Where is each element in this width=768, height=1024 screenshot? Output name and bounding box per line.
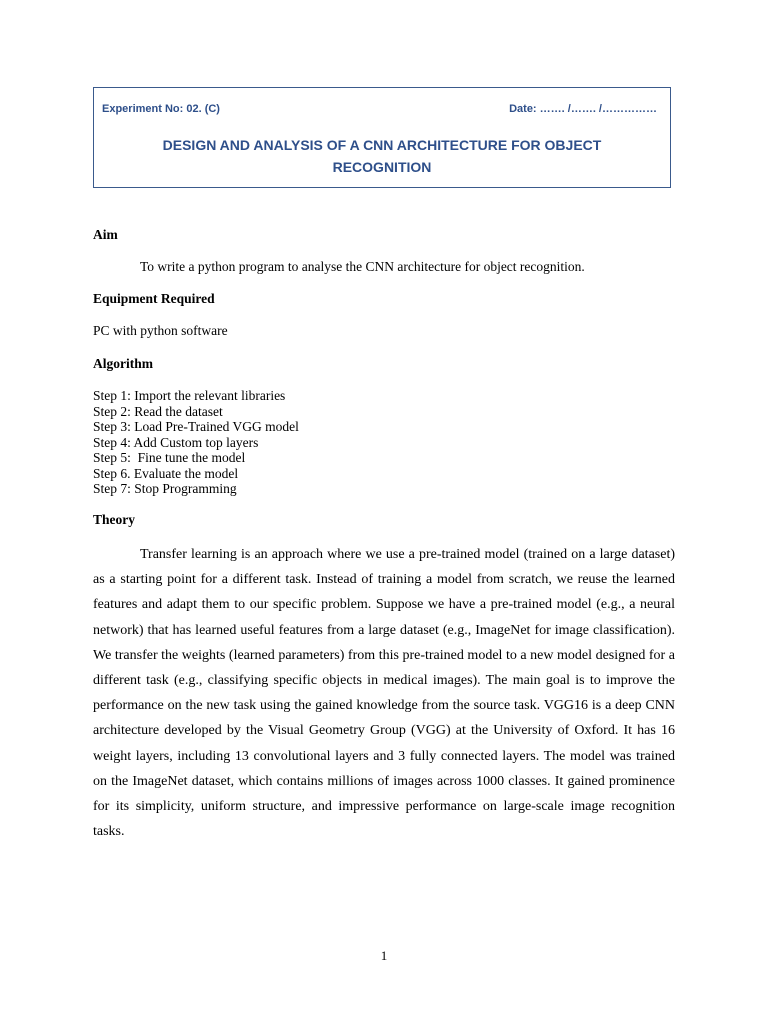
equipment-text: PC with python software <box>93 323 228 338</box>
equipment-heading: Equipment Required <box>93 291 215 306</box>
algorithm-step: Step 5: Fine tune the model <box>93 450 246 465</box>
theory-paragraph: Transfer learning is an approach where we use a pre-trained model (trained on a large dataset) as a starting point for a different task. Instead of training a model from scratch, we reuse the learned features and adapt them to our specific problem. Suppose we have a pre-trained model (e.g., a neural network) that has learned useful features from a large dataset (e.g., ImageNet for image classification). We transfer the weights (learned parameters) from this pre-trained model to a new model designed for a different task (e.g., classifying specific objects in medical images). The main goal is to improve the performance on the new task using the gained knowledge from the source task. VGG16 is a deep CNN architecture developed by the Visual Geometry Group (VGG) at the University of Oxford. It has 16 weight layers, including 13 convolutional layers and 3 fully connected layers. The model was trained on the ImageNet dataset, which contains millions of images across 1000 classes. It gained prominence for its simplicity, uniform structure, and impressive performance on large-scale image recognition tasks. <box>93 547 675 840</box>
experiment-number: Experiment No: 02. (C) <box>102 103 220 115</box>
algorithm-step: Step 4: Add Custom top layers <box>93 434 259 450</box>
theory-heading: Theory <box>93 512 135 527</box>
experiment-header-box <box>93 87 671 188</box>
document-title <box>94 134 670 178</box>
experiment-date: Date: ……. /……. /…………… <box>509 103 657 115</box>
aim-heading: Aim <box>93 227 118 242</box>
algorithm-heading: Algorithm <box>93 356 153 371</box>
title-line-2: RECOGNITION <box>332 159 432 175</box>
algorithm-step: Step 3: Load Pre-Trained VGG model <box>93 419 299 434</box>
aim-text: To write a python program to analyse the CNN architecture for object recognition. <box>140 259 585 274</box>
title-line-1: DESIGN AND ANALYSIS OF A CNN ARCHITECTURE FOR OBJECT <box>162 137 602 153</box>
algorithm-steps <box>93 388 299 497</box>
algorithm-step: Step 6. Evaluate the model <box>93 465 239 481</box>
page-number: 1 <box>380 948 388 963</box>
algorithm-step: Step 2: Read the dataset <box>93 403 223 419</box>
algorithm-step: Step 1: Import the relevant libraries <box>93 388 286 403</box>
algorithm-step: Step 7: Stop Programming <box>93 481 237 496</box>
